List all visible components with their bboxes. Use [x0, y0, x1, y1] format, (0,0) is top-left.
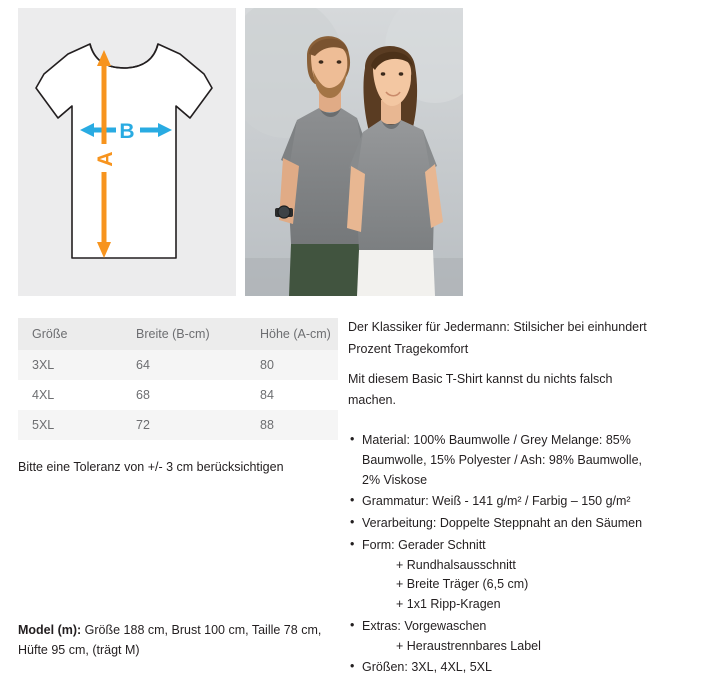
- feature-subline: + 1x1 Ripp-Kragen: [396, 597, 501, 611]
- cell-size: 4XL: [18, 380, 122, 410]
- intro-line-4: machen.: [348, 393, 396, 408]
- table-header-row: [18, 318, 338, 350]
- cell-width: 68: [122, 380, 246, 410]
- list-item: [348, 617, 688, 657]
- feature-list: [348, 431, 688, 678]
- list-item: [348, 536, 688, 615]
- feature-line: • Verarbeitung: Doppelte Steppnaht an den Säumen: [362, 516, 643, 530]
- feature-line: Baumwolle, 15% Polyester / Ash: 98% Baumwolle,: [362, 452, 642, 467]
- description-section: [348, 318, 698, 680]
- list-item: [348, 492, 688, 512]
- cell-size: 5XL: [18, 410, 122, 440]
- feature-subline: + Heraustrennbares Label: [396, 638, 541, 653]
- cell-height: 84: [246, 380, 338, 410]
- model-note-line-2: Hüfte 95 cm, (trägt M): [18, 642, 140, 657]
- table-row: [18, 350, 338, 380]
- intro-line-1: Der Klassiker für Jedermann: Stilsicher bei einhundert: [348, 320, 647, 334]
- intro-text: [348, 318, 688, 411]
- width-label: B: [119, 120, 135, 143]
- cell-height: 80: [246, 350, 338, 380]
- list-item: [348, 658, 688, 678]
- model-note-line-1: Größe 188 cm, Brust 100 cm, Taille 78 cm,: [81, 623, 322, 638]
- t-shirt-measurement-diagram: [28, 26, 226, 281]
- lifestyle-photo: [245, 8, 463, 296]
- cell-size: 3XL: [18, 350, 122, 380]
- feature-line: • Material: 100% Baumwolle / Grey Melange: 85%: [362, 433, 631, 447]
- cell-height: 88: [246, 410, 338, 440]
- feature-subline: + Breite Träger (6,5 cm): [396, 577, 529, 592]
- table-row: [18, 410, 338, 440]
- height-label: A: [94, 151, 117, 167]
- feature-line: • Extras: Vorgewaschen: [362, 618, 487, 633]
- model-note: [18, 621, 348, 660]
- column-header-width: Breite (B-cm): [122, 318, 246, 350]
- feature-line: 2% Viskose: [362, 472, 428, 487]
- intro-line-3: Mit diesem Basic T-Shirt kannst du nichts falsch: [348, 371, 613, 386]
- list-item: [348, 431, 688, 490]
- cell-width: 64: [122, 350, 246, 380]
- couple-wearing-grey-melange-tshirts: [245, 8, 463, 296]
- table-row: [18, 380, 338, 410]
- cell-width: 72: [122, 410, 246, 440]
- image-row: [0, 0, 720, 296]
- shirt-diagram-panel: [18, 8, 236, 296]
- feature-subline: + Rundhalsausschnitt: [396, 557, 516, 572]
- list-item: [348, 514, 688, 534]
- feature-line: • Form: Gerader Schnitt: [362, 537, 486, 552]
- column-header-height: Höhe (A-cm): [246, 318, 338, 350]
- feature-line: • Grammatur: Weiß - 141 g/m² / Farbig – 150 g/m²: [362, 494, 631, 509]
- column-header-size: Größe: [18, 318, 122, 350]
- intro-line-2: Prozent Tragekomfort: [348, 341, 469, 356]
- tolerance-note: Bitte eine Toleranz von +/- 3 cm berücksichtigen: [18, 460, 284, 474]
- model-note-prefix: Model (m):: [18, 623, 82, 638]
- size-table: [18, 318, 338, 440]
- feature-line: • Größen: 3XL, 4XL, 5XL: [362, 660, 492, 675]
